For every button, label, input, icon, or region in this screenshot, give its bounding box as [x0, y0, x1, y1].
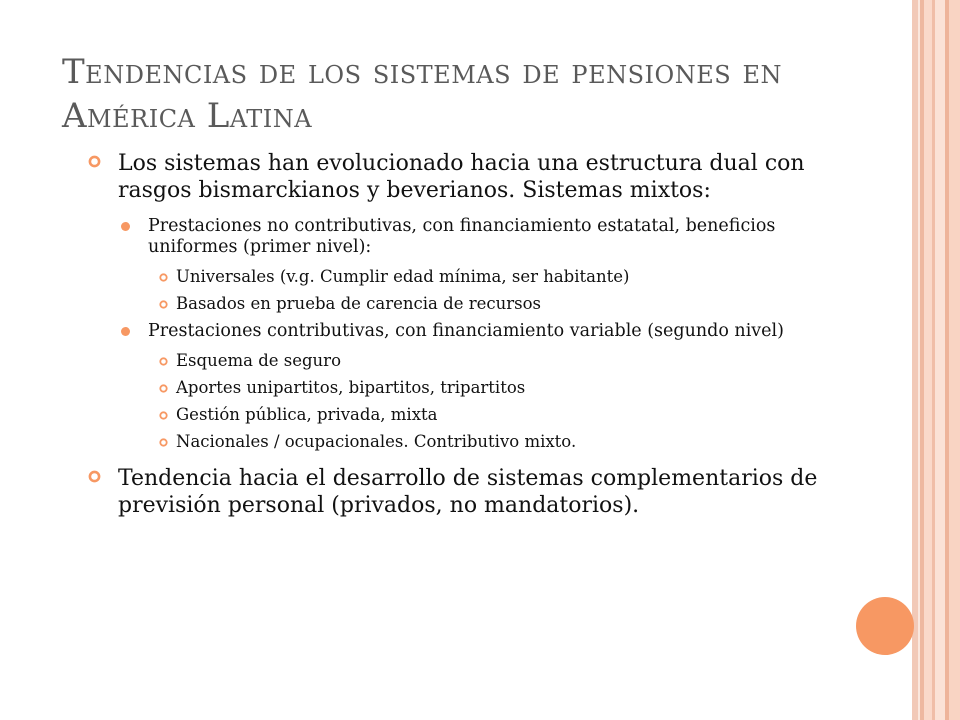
bullet-level3-item — [88, 267, 858, 287]
bullet-text: Universales (v.g. Cumplir edad mínima, ser habitante) — [176, 267, 630, 286]
bullet-level1-item — [88, 465, 858, 519]
open-circle-bullet-icon — [159, 438, 168, 447]
open-circle-bullet-icon — [159, 384, 168, 393]
bullet-level3-item — [88, 351, 858, 371]
open-circle-bullet-icon — [88, 155, 101, 168]
open-circle-bullet-icon — [159, 273, 168, 282]
bullet-level2-item — [88, 321, 858, 342]
bullet-level3-item — [88, 378, 858, 398]
bullet-level2-item — [88, 216, 858, 258]
open-circle-bullet-icon — [159, 411, 168, 420]
decorative-border-stripes — [912, 0, 960, 720]
bullet-text: Gestión pública, privada, mixta — [176, 405, 438, 424]
open-circle-bullet-icon — [159, 357, 168, 366]
slide-body — [88, 150, 858, 531]
open-circle-bullet-icon — [88, 470, 101, 483]
decorative-orange-circle — [856, 597, 914, 655]
filled-dot-bullet-icon — [121, 222, 130, 231]
bullet-text: Aportes unipartitos, bipartitos, tripartitos — [176, 378, 526, 397]
open-circle-bullet-icon — [159, 300, 168, 309]
bullet-level3-item — [88, 405, 858, 425]
bullet-level3-item — [88, 294, 858, 314]
bullet-text: Basados en prueba de carencia de recursos — [176, 294, 541, 313]
filled-dot-bullet-icon — [121, 327, 130, 336]
bullet-text: Tendencia hacia el desarrollo de sistemas complementarios de previsión personal (privados, no mandatorios). — [118, 466, 818, 518]
slide-title: Tendencias de los sistemas de pensiones en América Latina — [62, 52, 782, 136]
bullet-text: Nacionales / ocupacionales. Contributivo mixto. — [176, 432, 577, 451]
bullet-level1-item — [88, 150, 858, 204]
bullet-text: Prestaciones contributivas, con financiamiento variable (segundo nivel) — [148, 321, 784, 341]
bullet-text: Esquema de seguro — [176, 351, 342, 370]
bullet-text: Prestaciones no contributivas, con financiamiento estatatal, beneficios uniformes (primer nivel): — [148, 216, 776, 257]
bullet-text: Los sistemas han evolucionado hacia una estructura dual con rasgos bismarckianos y beverianos. Sistemas mixtos: — [118, 151, 805, 203]
bullet-level3-item — [88, 432, 858, 452]
